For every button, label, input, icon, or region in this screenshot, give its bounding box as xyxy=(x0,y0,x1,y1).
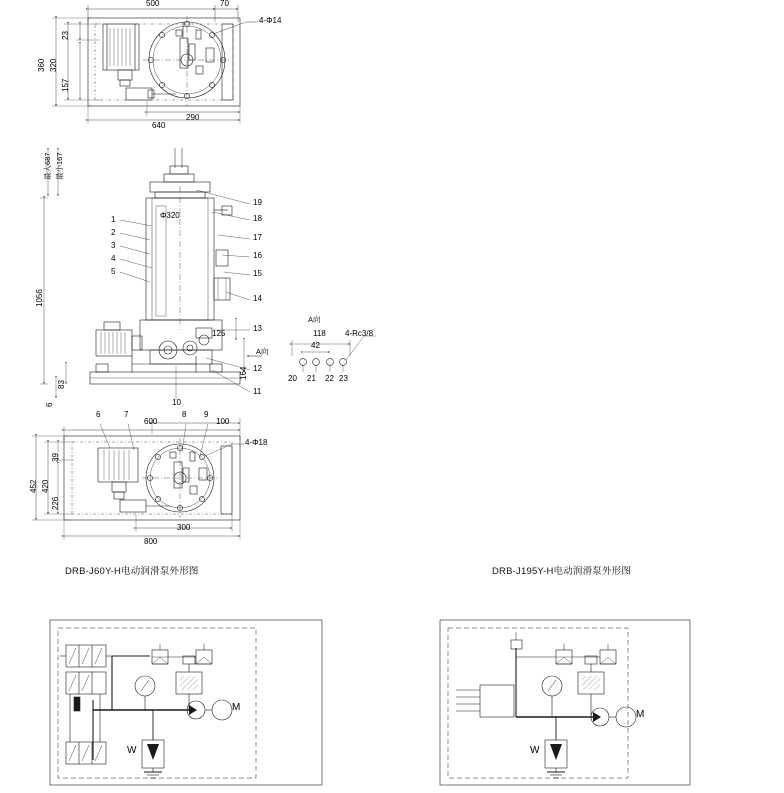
balloon-18: 18 xyxy=(253,214,262,223)
dim-bottom-300: 300 xyxy=(177,523,191,532)
dim-top-360: 360 xyxy=(37,58,46,72)
balloon-20: 20 xyxy=(288,374,297,383)
balloon-21: 21 xyxy=(307,374,316,383)
balloon-15: 15 xyxy=(253,269,262,278)
dim-bottom-800: 800 xyxy=(144,537,158,546)
bottom-view-geometry xyxy=(29,418,244,540)
section-arrow-a: A向 xyxy=(256,347,269,356)
balloon-8: 8 xyxy=(182,410,187,419)
dim-top-157: 157 xyxy=(61,78,70,92)
balloon-9: 9 xyxy=(204,410,209,419)
balloon-4: 4 xyxy=(111,254,116,263)
dim-bottom-226: 226 xyxy=(51,496,60,510)
dim-front-6: 6 xyxy=(45,402,54,407)
dim-front-164: 164 xyxy=(239,366,248,380)
balloon-3: 3 xyxy=(111,241,116,250)
balloon-13: 13 xyxy=(253,324,262,333)
balloon-5: 5 xyxy=(111,267,116,276)
balloon-12: 12 xyxy=(253,364,262,373)
dim-top-23: 23 xyxy=(61,31,70,40)
schematic-right-geometry xyxy=(440,620,690,785)
dim-bottom-100: 100 xyxy=(216,417,230,426)
dim-min-167: 最小167 xyxy=(55,152,64,180)
balloon-6: 6 xyxy=(96,410,101,419)
dim-cyl-dia: Φ320 xyxy=(160,211,180,220)
balloon-1: 1 xyxy=(111,215,116,224)
balloon-2: 2 xyxy=(111,228,116,237)
port-detail-title: A向 xyxy=(308,315,321,324)
dim-front-83: 83 xyxy=(57,380,66,389)
tank-label-left: W xyxy=(127,745,137,756)
caption-right: DRB-J195Y-H电动润滑泵外形图 xyxy=(492,566,632,577)
dim-port-118: 118 xyxy=(313,329,326,338)
dim-bottom-39: 39 xyxy=(51,453,60,462)
dim-port-42: 42 xyxy=(311,341,320,350)
balloon-14: 14 xyxy=(253,294,262,303)
dim-top-70: 70 xyxy=(220,0,229,8)
balloon-22: 22 xyxy=(325,374,334,383)
balloon-16: 16 xyxy=(253,251,262,260)
motor-label-right: M xyxy=(636,709,645,720)
dim-bottom-452: 452 xyxy=(29,479,38,493)
balloon-23: 23 xyxy=(339,374,348,383)
caption-left: DRB-J60Y-H电动润滑泵外形图 xyxy=(65,566,199,577)
port-detail-geometry xyxy=(292,336,376,372)
schematic-left-geometry xyxy=(50,620,322,785)
dim-top-500: 500 xyxy=(146,0,160,8)
balloon-11: 11 xyxy=(253,387,262,396)
dim-front-1056: 1056 xyxy=(35,289,44,307)
tank-label-right: W xyxy=(530,745,540,756)
dim-top-320: 320 xyxy=(49,58,58,72)
note-port-thread: 4-Rc3/8 xyxy=(345,329,374,338)
motor-label-left: M xyxy=(232,702,241,713)
front-view-geometry xyxy=(40,148,262,400)
balloon-17: 17 xyxy=(253,233,262,242)
dim-top-640: 640 xyxy=(152,121,166,130)
dim-front-125: 125 xyxy=(212,329,226,338)
dim-bottom-600: 600 xyxy=(144,417,158,426)
dim-max-687: 最大687 xyxy=(43,152,52,180)
balloon-7: 7 xyxy=(124,410,129,419)
dim-top-290: 290 xyxy=(186,113,200,122)
note-top-holes: 4-Φ14 xyxy=(259,16,282,25)
note-bottom-holes: 4-Φ18 xyxy=(245,438,268,447)
dim-bottom-420: 420 xyxy=(41,479,50,493)
balloon-19: 19 xyxy=(253,198,262,207)
top-view-geometry xyxy=(49,5,258,124)
balloon-10: 10 xyxy=(172,398,181,407)
